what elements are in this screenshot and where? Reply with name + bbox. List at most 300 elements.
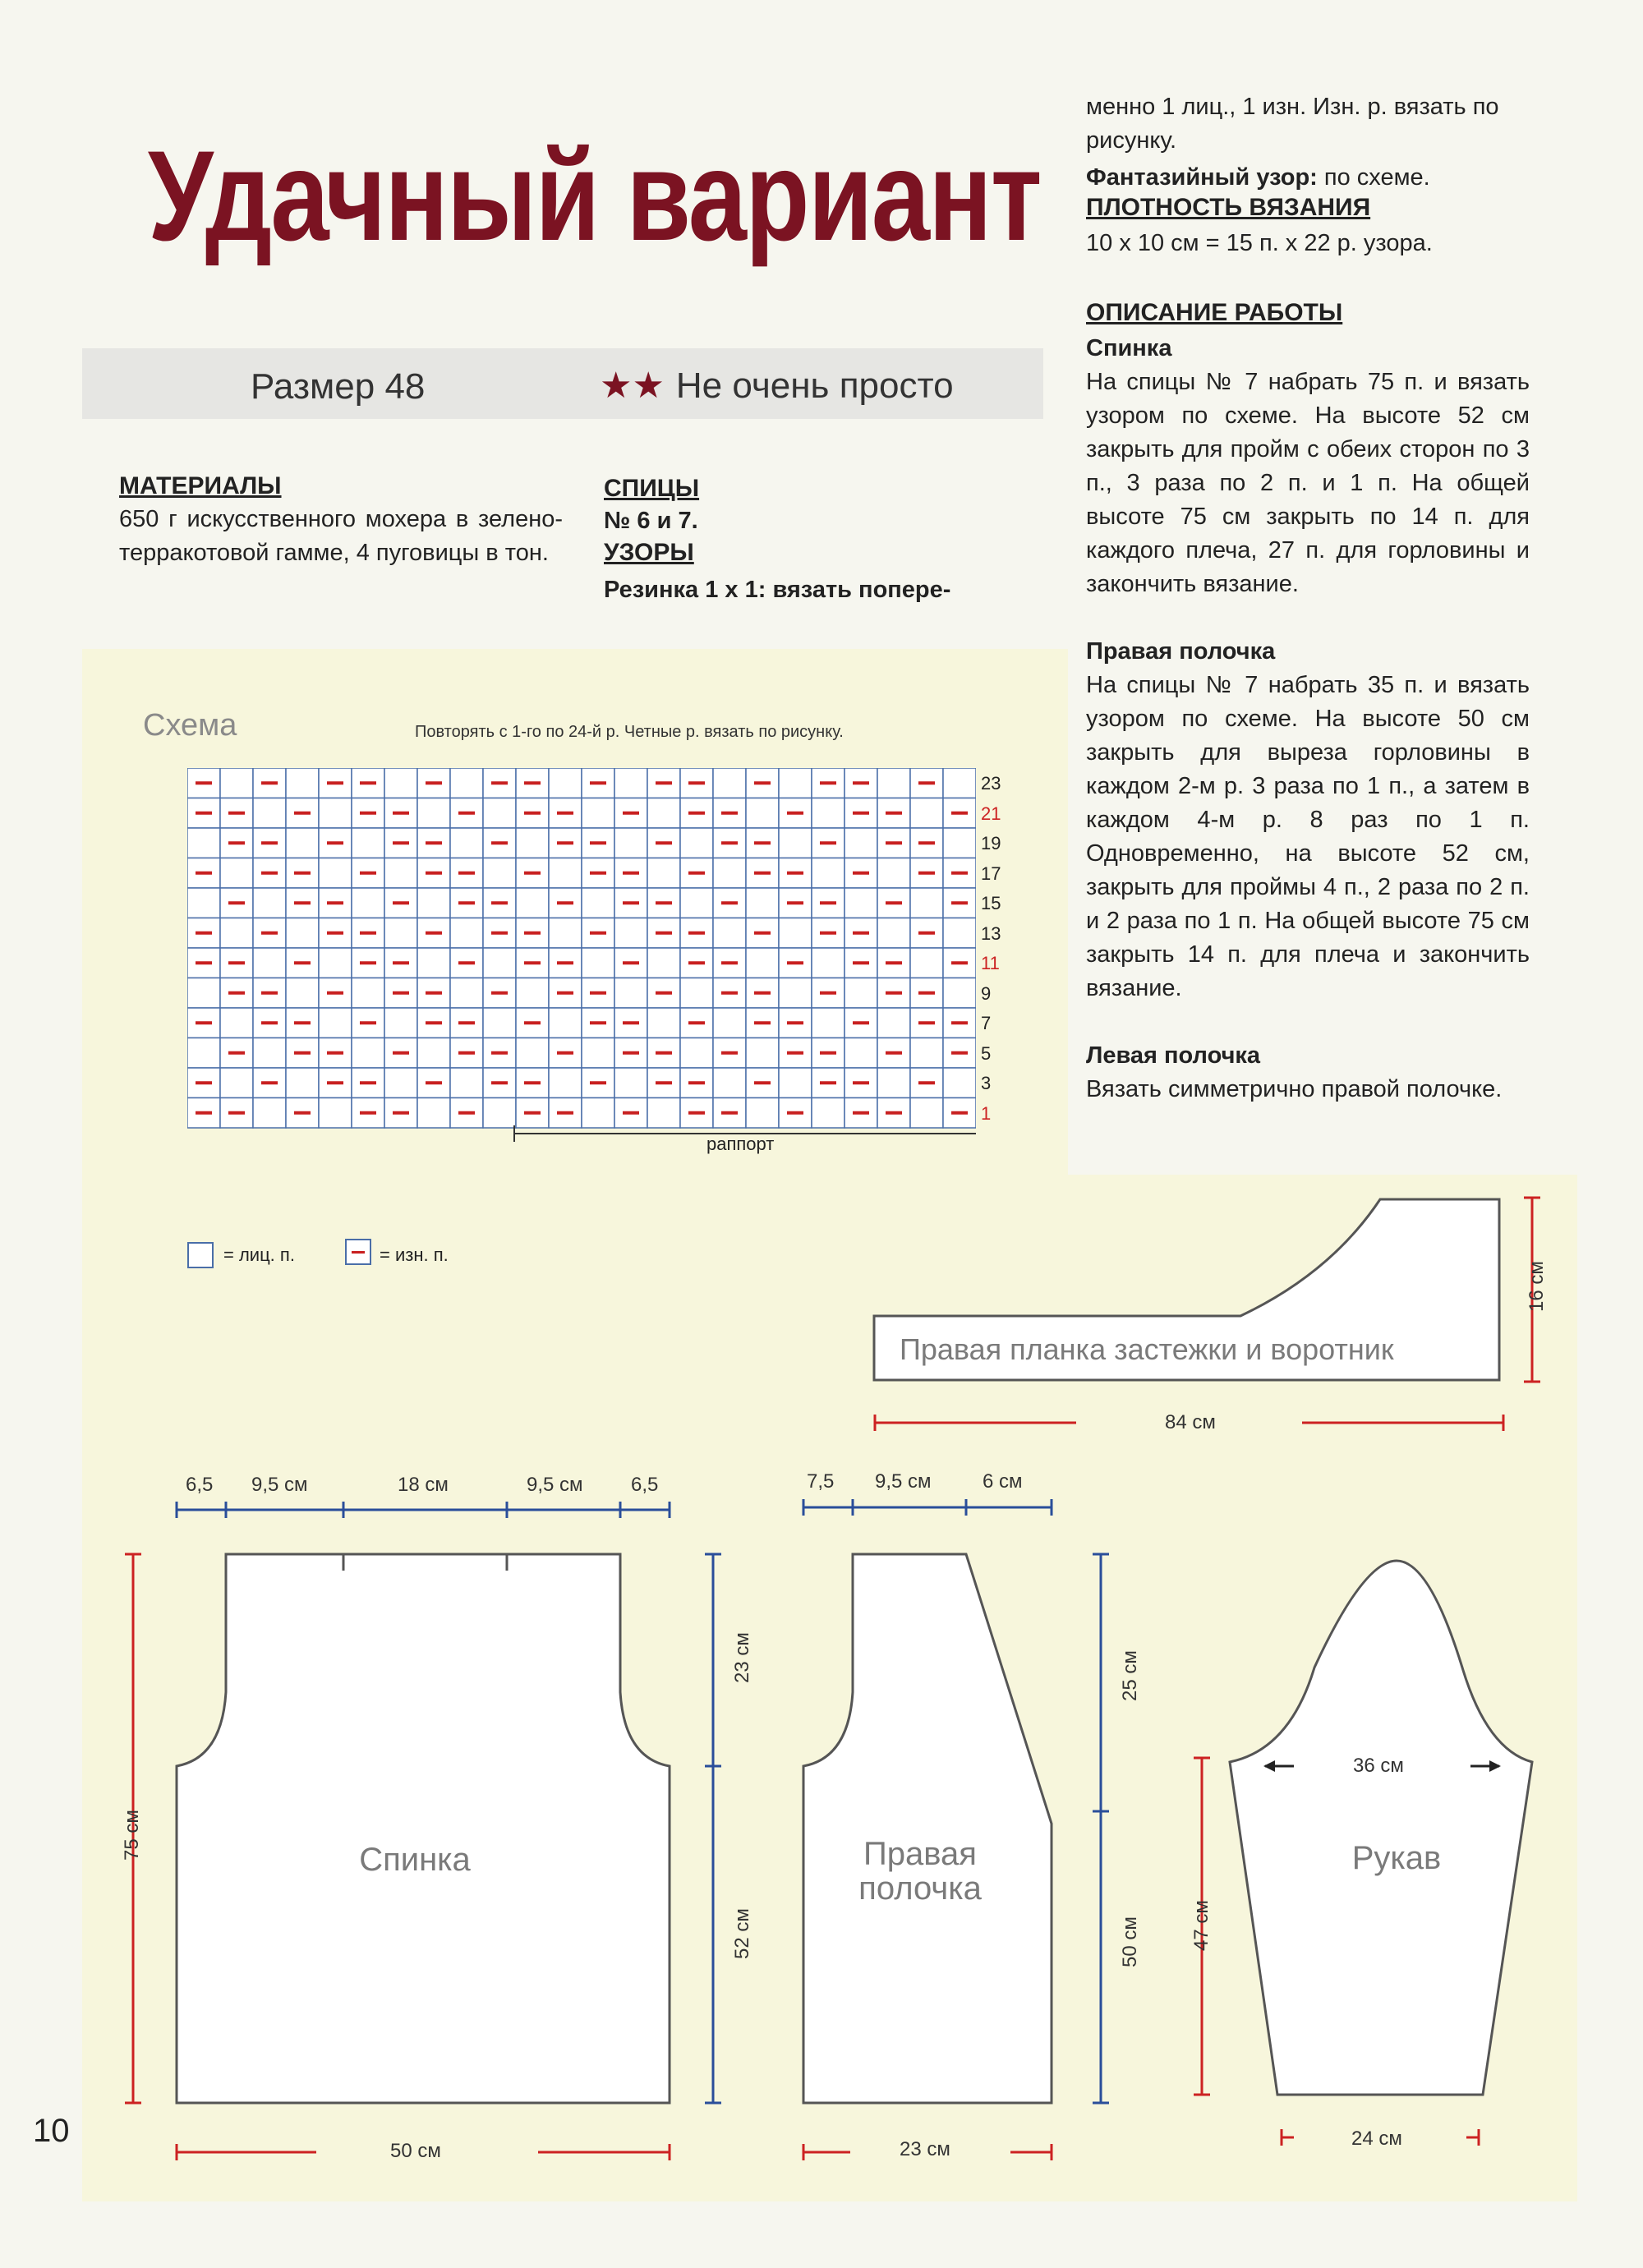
- purl-mark: [623, 1051, 639, 1055]
- front-shape: [803, 1554, 1052, 2103]
- chart-cell: [746, 1038, 779, 1069]
- purl-mark: [393, 991, 409, 995]
- chart-cell: [812, 858, 845, 889]
- chart-cell: [614, 918, 647, 949]
- chart-cell: [877, 1068, 910, 1098]
- purl-mark: [787, 872, 803, 875]
- row-number: 11: [981, 953, 1000, 973]
- purl-mark: [196, 1021, 212, 1024]
- purl-mark: [228, 841, 245, 844]
- purl-mark: [196, 812, 212, 815]
- purl-mark: [918, 991, 935, 995]
- purl-mark: [360, 1081, 376, 1084]
- purl-mark: [623, 812, 639, 815]
- purl-mark: [820, 781, 836, 784]
- purl-mark: [853, 1021, 869, 1024]
- purl-mark: [886, 991, 902, 995]
- purl-mark: [228, 812, 245, 815]
- purl-mark: [491, 932, 508, 935]
- chart-cell: [549, 1068, 582, 1098]
- purl-mark: [623, 961, 639, 964]
- chart-cell: [286, 978, 319, 1009]
- purl-mark: [557, 812, 573, 815]
- purl-mark: [721, 1111, 738, 1115]
- chart-cell: [384, 1068, 417, 1098]
- purl-mark: [951, 901, 968, 904]
- purl-mark: [393, 961, 409, 964]
- chart-cell: [877, 918, 910, 949]
- row-number: 13: [981, 922, 1001, 944]
- purl-mark: [524, 1081, 541, 1084]
- purl-mark: [623, 901, 639, 904]
- chart-cell: [910, 888, 943, 918]
- chart-cell: [450, 918, 483, 949]
- purl-mark: [491, 1081, 508, 1084]
- density-text: 10 х 10 см = 15 п. х 22 р. узора.: [1086, 230, 1433, 256]
- purl-mark: [393, 841, 409, 844]
- purl-mark: [688, 1021, 705, 1024]
- chart-cell: [220, 1008, 253, 1038]
- purl-mark: [557, 1051, 573, 1055]
- chart-cell: [384, 918, 417, 949]
- chart-cell: [319, 798, 352, 829]
- purl-mark: [327, 901, 343, 904]
- purl-mark: [787, 1021, 803, 1024]
- chart-cell: [450, 978, 483, 1009]
- chart-cell: [713, 918, 746, 949]
- chart-cell: [746, 948, 779, 978]
- chart-cell: [582, 1038, 614, 1069]
- chart-cell: [910, 948, 943, 978]
- purl-mark: [393, 1111, 409, 1115]
- chart-cell: [450, 768, 483, 798]
- chart-cell: [812, 798, 845, 829]
- purl-mark: [327, 841, 343, 844]
- purl-mark: [951, 872, 968, 875]
- row-number: 17: [981, 863, 1001, 884]
- legend-purl: = изн. п.: [380, 1244, 449, 1265]
- chart-cell: [713, 1008, 746, 1038]
- purl-mark: [853, 1081, 869, 1084]
- row-number: 5: [981, 1042, 992, 1064]
- front-dim-3: 6 см: [983, 1470, 1023, 1493]
- back-text: На спицы № 7 набрать 75 п. и вязать узором по схеме. На высоте 52 см закрыть для пройм с обеих сторон по 3 п., 3 раза по 2 п. и 1 п. На общей высоте 75 см закрыть по 14 п. для каждого плеча, 27 п. для горловины и закончить вязание.: [1086, 369, 1530, 597]
- chart-cell: [647, 858, 680, 889]
- purl-mark: [721, 901, 738, 904]
- row-numbers: [981, 769, 1014, 1129]
- purl-mark: [426, 1081, 442, 1084]
- purl-mark: [458, 1111, 475, 1115]
- chart-cell: [549, 768, 582, 798]
- purl-mark: [491, 841, 508, 844]
- purl-mark: [228, 961, 245, 964]
- purl-mark: [918, 872, 935, 875]
- chart-cell: [253, 798, 286, 829]
- back-dim-2: 9,5 см: [251, 1474, 308, 1496]
- chart-cell: [450, 1068, 483, 1098]
- purl-mark: [557, 961, 573, 964]
- purl-mark: [294, 812, 311, 815]
- chart-cell: [779, 768, 812, 798]
- front-dim-1: 7,5: [807, 1470, 835, 1493]
- front-label: Правая полочка: [858, 1836, 982, 1907]
- chart-cell: [319, 1098, 352, 1129]
- purl-mark: [853, 1111, 869, 1115]
- chart-cell: [417, 948, 450, 978]
- purl-mark: [918, 932, 935, 935]
- chart-cell: [286, 828, 319, 858]
- chart-cell: [779, 828, 812, 858]
- purl-mark: [787, 1051, 803, 1055]
- row-number: 3: [981, 1073, 992, 1093]
- purl-mark: [688, 872, 705, 875]
- chart-cell: [352, 1038, 384, 1069]
- chart-cell: [483, 798, 516, 829]
- rib-continuation-text: менно 1 лиц., 1 изн. Изн. р. вязать по рисунку.: [1086, 94, 1499, 154]
- chart-cell: [582, 948, 614, 978]
- chart-cell: [187, 828, 220, 858]
- chart-cell: [845, 1038, 877, 1069]
- front-width: 23 см: [900, 2138, 950, 2160]
- purl-mark: [590, 991, 606, 995]
- purl-mark: [853, 812, 869, 815]
- purl-mark: [688, 961, 705, 964]
- chart-cell: [746, 1098, 779, 1129]
- rib-pattern: [604, 573, 1047, 607]
- article-title: Удачный вариант: [148, 125, 1041, 268]
- chart-cell: [680, 888, 713, 918]
- chart-cell: [549, 1008, 582, 1038]
- purl-mark: [853, 781, 869, 784]
- band-height: 16 см: [1525, 1261, 1548, 1312]
- legend-knit: = лиц. п.: [223, 1244, 295, 1265]
- chart-cell: [582, 798, 614, 829]
- row-number: 15: [981, 893, 1001, 913]
- chart-cell: [647, 1098, 680, 1129]
- chart-cell: [286, 768, 319, 798]
- purl-mark: [261, 932, 278, 935]
- purl-mark: [327, 932, 343, 935]
- purl-mark: [590, 841, 606, 844]
- purl-mark: [426, 932, 442, 935]
- chart-cell: [845, 978, 877, 1009]
- left-front-heading: Левая полочка: [1086, 1042, 1261, 1069]
- chart-cell: [812, 1008, 845, 1038]
- rapport-label: раппорт: [706, 1134, 775, 1154]
- purl-mark: [656, 1081, 672, 1084]
- purl-mark: [721, 812, 738, 815]
- purl-mark: [688, 812, 705, 815]
- purl-mark: [590, 932, 606, 935]
- chart-cell: [384, 858, 417, 889]
- chart-cell: [680, 978, 713, 1009]
- purl-mark: [228, 1051, 245, 1055]
- purl-mark: [458, 872, 475, 875]
- purl-mark: [261, 991, 278, 995]
- back-height-total: 75 см: [120, 1810, 143, 1861]
- chart-cell: [943, 978, 976, 1009]
- pattern-pieces: [0, 1175, 1643, 2201]
- purl-mark: [886, 812, 902, 815]
- purl-mark: [228, 901, 245, 904]
- purl-mark: [886, 901, 902, 904]
- chart-cell: [483, 948, 516, 978]
- purl-mark: [294, 961, 311, 964]
- sleeve-upper-width: 36 см: [1353, 1755, 1404, 1777]
- chart-cell: [483, 1098, 516, 1129]
- purl-mark: [557, 991, 573, 995]
- knitting-chart: [187, 768, 976, 1156]
- chart-cell: [943, 918, 976, 949]
- purl-mark: [886, 1051, 902, 1055]
- chart-cell: [187, 1038, 220, 1069]
- fancy-text: по схеме.: [1323, 164, 1430, 191]
- difficulty-stars: ★★: [600, 366, 665, 406]
- sleeve-bottom-width: 24 см: [1351, 2128, 1402, 2150]
- purl-mark: [754, 991, 771, 995]
- fancy-label: Фантазийный узор:: [1086, 164, 1318, 191]
- chart-cell: [417, 1038, 450, 1069]
- chart-cell: [516, 888, 549, 918]
- chart-cell: [286, 918, 319, 949]
- chart-cell: [516, 828, 549, 858]
- purl-mark: [294, 1051, 311, 1055]
- chart-cell: [877, 1008, 910, 1038]
- purl-mark: [393, 812, 409, 815]
- chart-cell: [713, 1068, 746, 1098]
- purl-mark: [951, 812, 968, 815]
- chart-cell: [417, 798, 450, 829]
- row-number: 9: [981, 982, 992, 1004]
- purl-mark: [426, 991, 442, 995]
- chart-cell: [910, 1038, 943, 1069]
- chart-cell: [253, 1038, 286, 1069]
- purl-mark: [524, 781, 541, 784]
- purl-mark: [886, 961, 902, 964]
- purl-mark: [820, 932, 836, 935]
- purl-mark: [491, 991, 508, 995]
- row-number: 19: [981, 833, 1001, 853]
- row-number: 21: [981, 803, 1001, 824]
- purl-mark: [918, 1021, 935, 1024]
- purl-mark: [754, 781, 771, 784]
- purl-mark: [557, 841, 573, 844]
- purl-mark: [524, 932, 541, 935]
- purl-mark: [656, 932, 672, 935]
- purl-mark: [524, 961, 541, 964]
- sleeve-shape: [1230, 1561, 1532, 2095]
- purl-mark: [524, 1021, 541, 1024]
- purl-mark: [196, 1081, 212, 1084]
- back-dim-4: 9,5 см: [527, 1474, 583, 1496]
- front-dim-2: 9,5 см: [875, 1470, 932, 1493]
- purl-mark: [196, 1111, 212, 1115]
- materials-text: 650 г искусственного мохера в зелено-терракотовой гамме, 4 пуговицы в тон.: [119, 506, 563, 566]
- purl-mark: [327, 1051, 343, 1055]
- purl-mark: [261, 1081, 278, 1084]
- purl-mark: [294, 872, 311, 875]
- purl-mark: [360, 872, 376, 875]
- purl-mark: [557, 1111, 573, 1115]
- purl-mark: [196, 781, 212, 784]
- purl-mark: [491, 781, 508, 784]
- chart-cell: [680, 828, 713, 858]
- purl-mark: [951, 961, 968, 964]
- purl-mark: [261, 872, 278, 875]
- chart-cell: [253, 888, 286, 918]
- chart-cell: [812, 1098, 845, 1129]
- purl-mark: [688, 1081, 705, 1084]
- back-height-upper: 23 см: [730, 1632, 753, 1683]
- purl-mark: [524, 872, 541, 875]
- purl-mark: [754, 841, 771, 844]
- purl-mark: [458, 1051, 475, 1055]
- chart-cell: [352, 888, 384, 918]
- purl-mark: [261, 841, 278, 844]
- chart-cell: [384, 768, 417, 798]
- purl-mark: [820, 1081, 836, 1084]
- chart-cell: [319, 948, 352, 978]
- purl-mark: [327, 781, 343, 784]
- purl-mark: [787, 901, 803, 904]
- purl-mark: [623, 872, 639, 875]
- purl-mark: [524, 1111, 541, 1115]
- chart-cell: [516, 1038, 549, 1069]
- front-height-upper: 25 см: [1118, 1650, 1141, 1701]
- purl-mark: [327, 991, 343, 995]
- size-label: Размер 48: [251, 366, 426, 407]
- purl-mark: [688, 781, 705, 784]
- purl-mark: [721, 841, 738, 844]
- chart-cell: [286, 1068, 319, 1098]
- purl-mark: [360, 812, 376, 815]
- purl-mark: [327, 1081, 343, 1084]
- row-number: 1: [981, 1102, 992, 1124]
- purl-mark: [294, 1021, 311, 1024]
- patterns-heading: УЗОРЫ: [604, 539, 694, 566]
- purl-mark: [294, 901, 311, 904]
- chart-cell: [352, 828, 384, 858]
- chart-cell: [812, 948, 845, 978]
- purl-mark: [820, 901, 836, 904]
- purl-mark: [458, 961, 475, 964]
- purl-mark: [820, 991, 836, 995]
- purl-mark: [688, 932, 705, 935]
- schema-title: Схема: [143, 708, 237, 743]
- row-number: 23: [981, 773, 1001, 794]
- chart-cell: [746, 888, 779, 918]
- purl-mark: [918, 781, 935, 784]
- back-label: Спинка: [359, 1842, 471, 1878]
- back-heading: Спинка: [1086, 335, 1172, 361]
- purl-mark: [426, 1021, 442, 1024]
- chart-cell: [220, 858, 253, 889]
- chart-cell: [614, 978, 647, 1009]
- difficulty: [600, 365, 954, 407]
- chart-cell: [319, 1008, 352, 1038]
- row-number: 7: [981, 1013, 992, 1033]
- purl-mark: [918, 1081, 935, 1084]
- purl-mark: [426, 781, 442, 784]
- rib-text-start: вязать попере-: [772, 577, 951, 603]
- purl-mark: [721, 961, 738, 964]
- purl-mark: [918, 841, 935, 844]
- chart-cell: [450, 828, 483, 858]
- purl-mark: [360, 1111, 376, 1115]
- chart-cell: [877, 858, 910, 889]
- chart-cell: [417, 888, 450, 918]
- page-number: 10: [33, 2113, 70, 2149]
- purl-mark: [261, 781, 278, 784]
- purl-mark: [754, 1021, 771, 1024]
- purl-mark: [656, 1051, 672, 1055]
- purl-mark: [886, 1111, 902, 1115]
- purl-mark: [360, 932, 376, 935]
- purl-mark: [853, 932, 869, 935]
- chart-cell: [943, 768, 976, 798]
- purl-mark: [360, 1021, 376, 1024]
- purl-mark: [557, 901, 573, 904]
- chart-cell: [647, 1008, 680, 1038]
- chart-cell: [220, 768, 253, 798]
- density-heading: ПЛОТНОСТЬ ВЯЗАНИЯ: [1086, 194, 1371, 221]
- purl-mark: [426, 841, 442, 844]
- back-width: 50 см: [390, 2140, 441, 2162]
- needles-heading: СПИЦЫ: [604, 475, 700, 502]
- chart-grid: [187, 768, 976, 1128]
- purl-mark: [360, 781, 376, 784]
- chart-cell: [187, 978, 220, 1009]
- chart-cell: [877, 768, 910, 798]
- purl-mark: [853, 872, 869, 875]
- chart-cell: [779, 978, 812, 1009]
- fancy-pattern: [1086, 161, 1546, 195]
- purl-mark: [458, 901, 475, 904]
- chart-cell: [680, 1038, 713, 1069]
- purl-mark: [196, 961, 212, 964]
- chart-cell: [910, 798, 943, 829]
- purl-mark: [787, 812, 803, 815]
- purl-mark: [393, 901, 409, 904]
- purl-mark: [458, 1021, 475, 1024]
- chart-cell: [943, 1068, 976, 1098]
- chart-cell: [779, 918, 812, 949]
- purl-mark: [656, 841, 672, 844]
- purl-mark: [688, 1111, 705, 1115]
- chart-cell: [614, 768, 647, 798]
- chart-cell: [910, 1098, 943, 1129]
- purl-mark: [228, 991, 245, 995]
- purl-mark: [951, 1051, 968, 1055]
- purl-mark: [656, 991, 672, 995]
- purl-mark: [721, 1051, 738, 1055]
- purl-mark: [360, 961, 376, 964]
- purl-mark: [754, 1081, 771, 1084]
- description-heading: ОПИСАНИЕ РАБОТЫ: [1086, 299, 1343, 326]
- purl-mark: [294, 1111, 311, 1115]
- back-height-lower: 52 см: [730, 1908, 753, 1959]
- purl-mark: [656, 901, 672, 904]
- purl-mark: [656, 781, 672, 784]
- chart-cell: [713, 858, 746, 889]
- sleeve-label: Рукав: [1351, 1840, 1442, 1876]
- chart-cell: [384, 1008, 417, 1038]
- purl-mark: [951, 1111, 968, 1115]
- purl-mark: [721, 991, 738, 995]
- purl-mark: [491, 1051, 508, 1055]
- back-dim-5: 6,5: [631, 1474, 659, 1496]
- right-front-heading: Правая полочка: [1086, 638, 1276, 665]
